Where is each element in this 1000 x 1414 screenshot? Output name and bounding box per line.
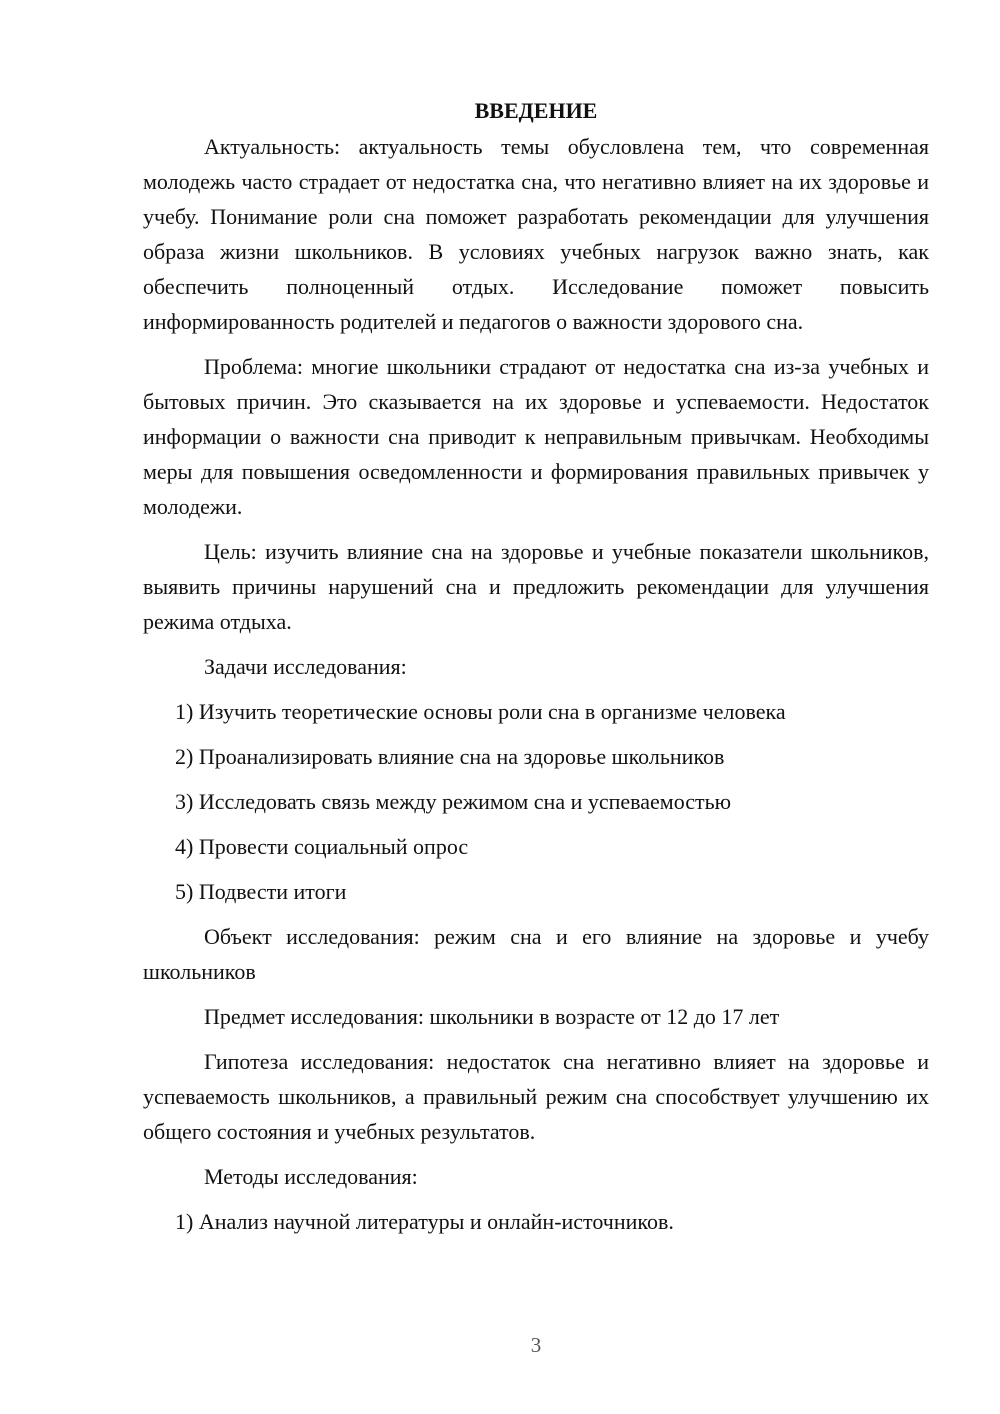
tasks-list [143, 694, 929, 909]
list-item: 1) Изучить теоретические основы роли сна в организме человека [175, 699, 786, 724]
object-paragraph: Объект исследования: режим сна и его влияние на здоровье и учебу школьников [143, 924, 929, 984]
list-item: 1) Анализ научной литературы и онлайн-источников. [175, 1209, 674, 1234]
tasks-title: Задачи исследования: [204, 654, 407, 679]
document-page [143, 96, 929, 1249]
list-item: 3) Исследовать связь между режимом сна и успеваемостью [175, 789, 732, 814]
list-item: 2) Проанализировать влияние сна на здоровье школьников [175, 744, 725, 769]
section-heading: ВВЕДЕНИЕ [474, 98, 598, 123]
subject-paragraph: Предмет исследования: школьники в возрасте от 12 до 17 лет [204, 1004, 780, 1029]
problem-paragraph: Проблема: многие школьники страдают от недостатка сна из-за учебных и бытовых причин. Это сказывается на их здоровье и успеваемости. Недостаток информации о важности сна приводит к неправильным привычкам. Необходимы меры для повышения осведомленности и формирования правильных привычек у молодежи. [143, 354, 929, 519]
relevance-paragraph: Актуальность: актуальность темы обусловлена тем, что современная молодежь часто страдает от недостатка сна, что негативно влияет на их здоровье и учебу. Понимание роли сна поможет разработать рекомендации для улучшения образа жизни школьников. В условиях учебных нагрузок важно знать, как обеспечить полноценный отдых. Исследование поможет повысить информированность родителей и педагогов о важности здорового сна. [143, 134, 929, 334]
page-number: 3 [530, 1333, 542, 1357]
list-item: 5) Подвести итоги [175, 879, 347, 904]
hypothesis-paragraph: Гипотеза исследования: недостаток сна негативно влияет на здоровье и успеваемость школьников, а правильный режим сна способствует улучшению их общего состояния и учебных результатов. [143, 1049, 929, 1144]
list-item: 4) Провести социальный опрос [175, 834, 469, 859]
methods-list [143, 1204, 929, 1239]
methods-title: Методы исследования: [204, 1164, 418, 1189]
goal-paragraph: Цель: изучить влияние сна на здоровье и учебные показатели школьников, выявить причины нарушений сна и предложить рекомендации для улучшения режима отдыха. [143, 539, 929, 634]
